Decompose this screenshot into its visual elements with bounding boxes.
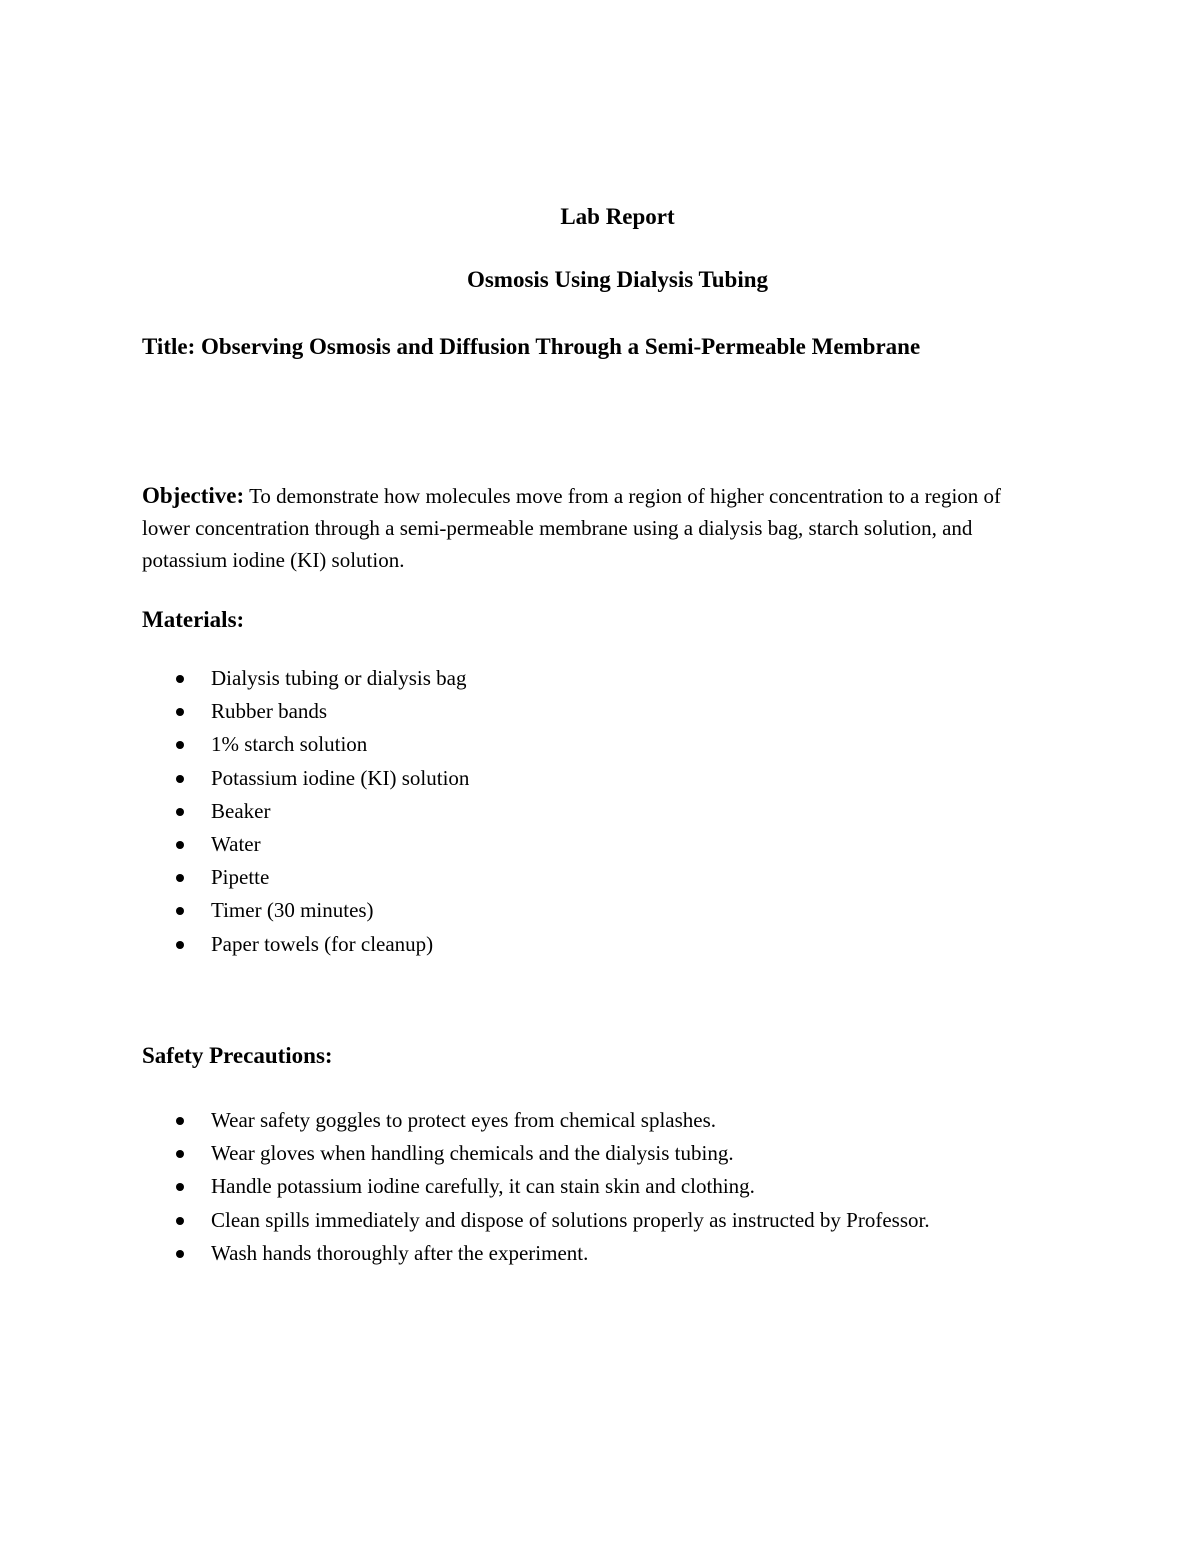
list-item bbox=[142, 662, 1092, 695]
bullet-icon bbox=[176, 741, 184, 749]
bullet-icon bbox=[176, 775, 184, 783]
report-heading: Lab Report bbox=[560, 204, 675, 229]
bullet-icon bbox=[176, 675, 184, 683]
list-item-text: Paper towels (for cleanup) bbox=[211, 931, 434, 956]
list-item-text: Beaker bbox=[211, 798, 271, 823]
list-item bbox=[142, 928, 1092, 961]
list-item-text: Dialysis tubing or dialysis bag bbox=[211, 666, 467, 690]
list-item-text: Timer (30 minutes) bbox=[211, 898, 374, 923]
safety-list bbox=[142, 1104, 1092, 1270]
bullet-icon bbox=[176, 841, 184, 849]
bullet-icon bbox=[176, 708, 184, 716]
list-item bbox=[142, 861, 1092, 894]
list-item-text: Pipette bbox=[211, 865, 270, 890]
objective-paragraph bbox=[142, 480, 1052, 576]
list-item bbox=[142, 1104, 1092, 1137]
report-subheading: Osmosis Using Dialysis Tubing bbox=[466, 267, 769, 292]
list-item-text: Handle potassium iodine carefully, it can stain skin and clothing. bbox=[211, 1174, 755, 1199]
list-item-text: Water bbox=[211, 831, 261, 856]
bullet-icon bbox=[176, 1217, 184, 1225]
bullet-icon bbox=[176, 1250, 184, 1258]
materials-list bbox=[142, 662, 1092, 961]
list-item-text: Potassium iodine (KI) solution bbox=[211, 765, 470, 790]
bullet-icon bbox=[176, 1117, 184, 1125]
bullet-icon bbox=[176, 941, 184, 949]
objective-text: To demonstrate how molecules move from a region of higher concentration to a region of lower concentration through a semi-permeable membrane using a dialysis bag, starch solution, and potassium iodine (KI) solution. bbox=[142, 484, 1002, 572]
bullet-icon bbox=[176, 808, 184, 816]
bullet-icon bbox=[176, 1183, 184, 1191]
list-item bbox=[142, 1204, 1092, 1237]
list-item bbox=[142, 894, 1092, 927]
bullet-icon bbox=[176, 907, 184, 915]
materials-heading: Materials: bbox=[142, 607, 245, 632]
bullet-icon bbox=[176, 874, 184, 882]
bullet-icon bbox=[176, 1150, 184, 1158]
objective-label: Objective: bbox=[142, 483, 245, 508]
list-item bbox=[142, 828, 1092, 861]
list-item-text: Wear gloves when handling chemicals and the dialysis tubing. bbox=[211, 1141, 734, 1166]
safety-heading: Safety Precautions: bbox=[142, 1043, 333, 1068]
list-item bbox=[142, 695, 1092, 728]
list-item-text: 1% starch solution bbox=[211, 732, 368, 757]
list-item bbox=[142, 1170, 1092, 1203]
list-item-text: Wash hands thoroughly after the experiment. bbox=[211, 1240, 589, 1265]
list-item bbox=[142, 795, 1092, 828]
list-item bbox=[142, 1237, 1092, 1270]
list-item-text: Rubber bands bbox=[211, 699, 328, 724]
list-item-text: Clean spills immediately and dispose of solutions properly as instructed by Professor. bbox=[211, 1207, 930, 1232]
report-title: Title: Observing Osmosis and Diffusion Through a Semi-Permeable Membrane bbox=[142, 334, 921, 359]
list-item bbox=[142, 762, 1092, 795]
list-item bbox=[142, 1137, 1092, 1170]
list-item-text: Wear safety goggles to protect eyes from chemical splashes. bbox=[211, 1108, 717, 1132]
list-item bbox=[142, 728, 1092, 761]
